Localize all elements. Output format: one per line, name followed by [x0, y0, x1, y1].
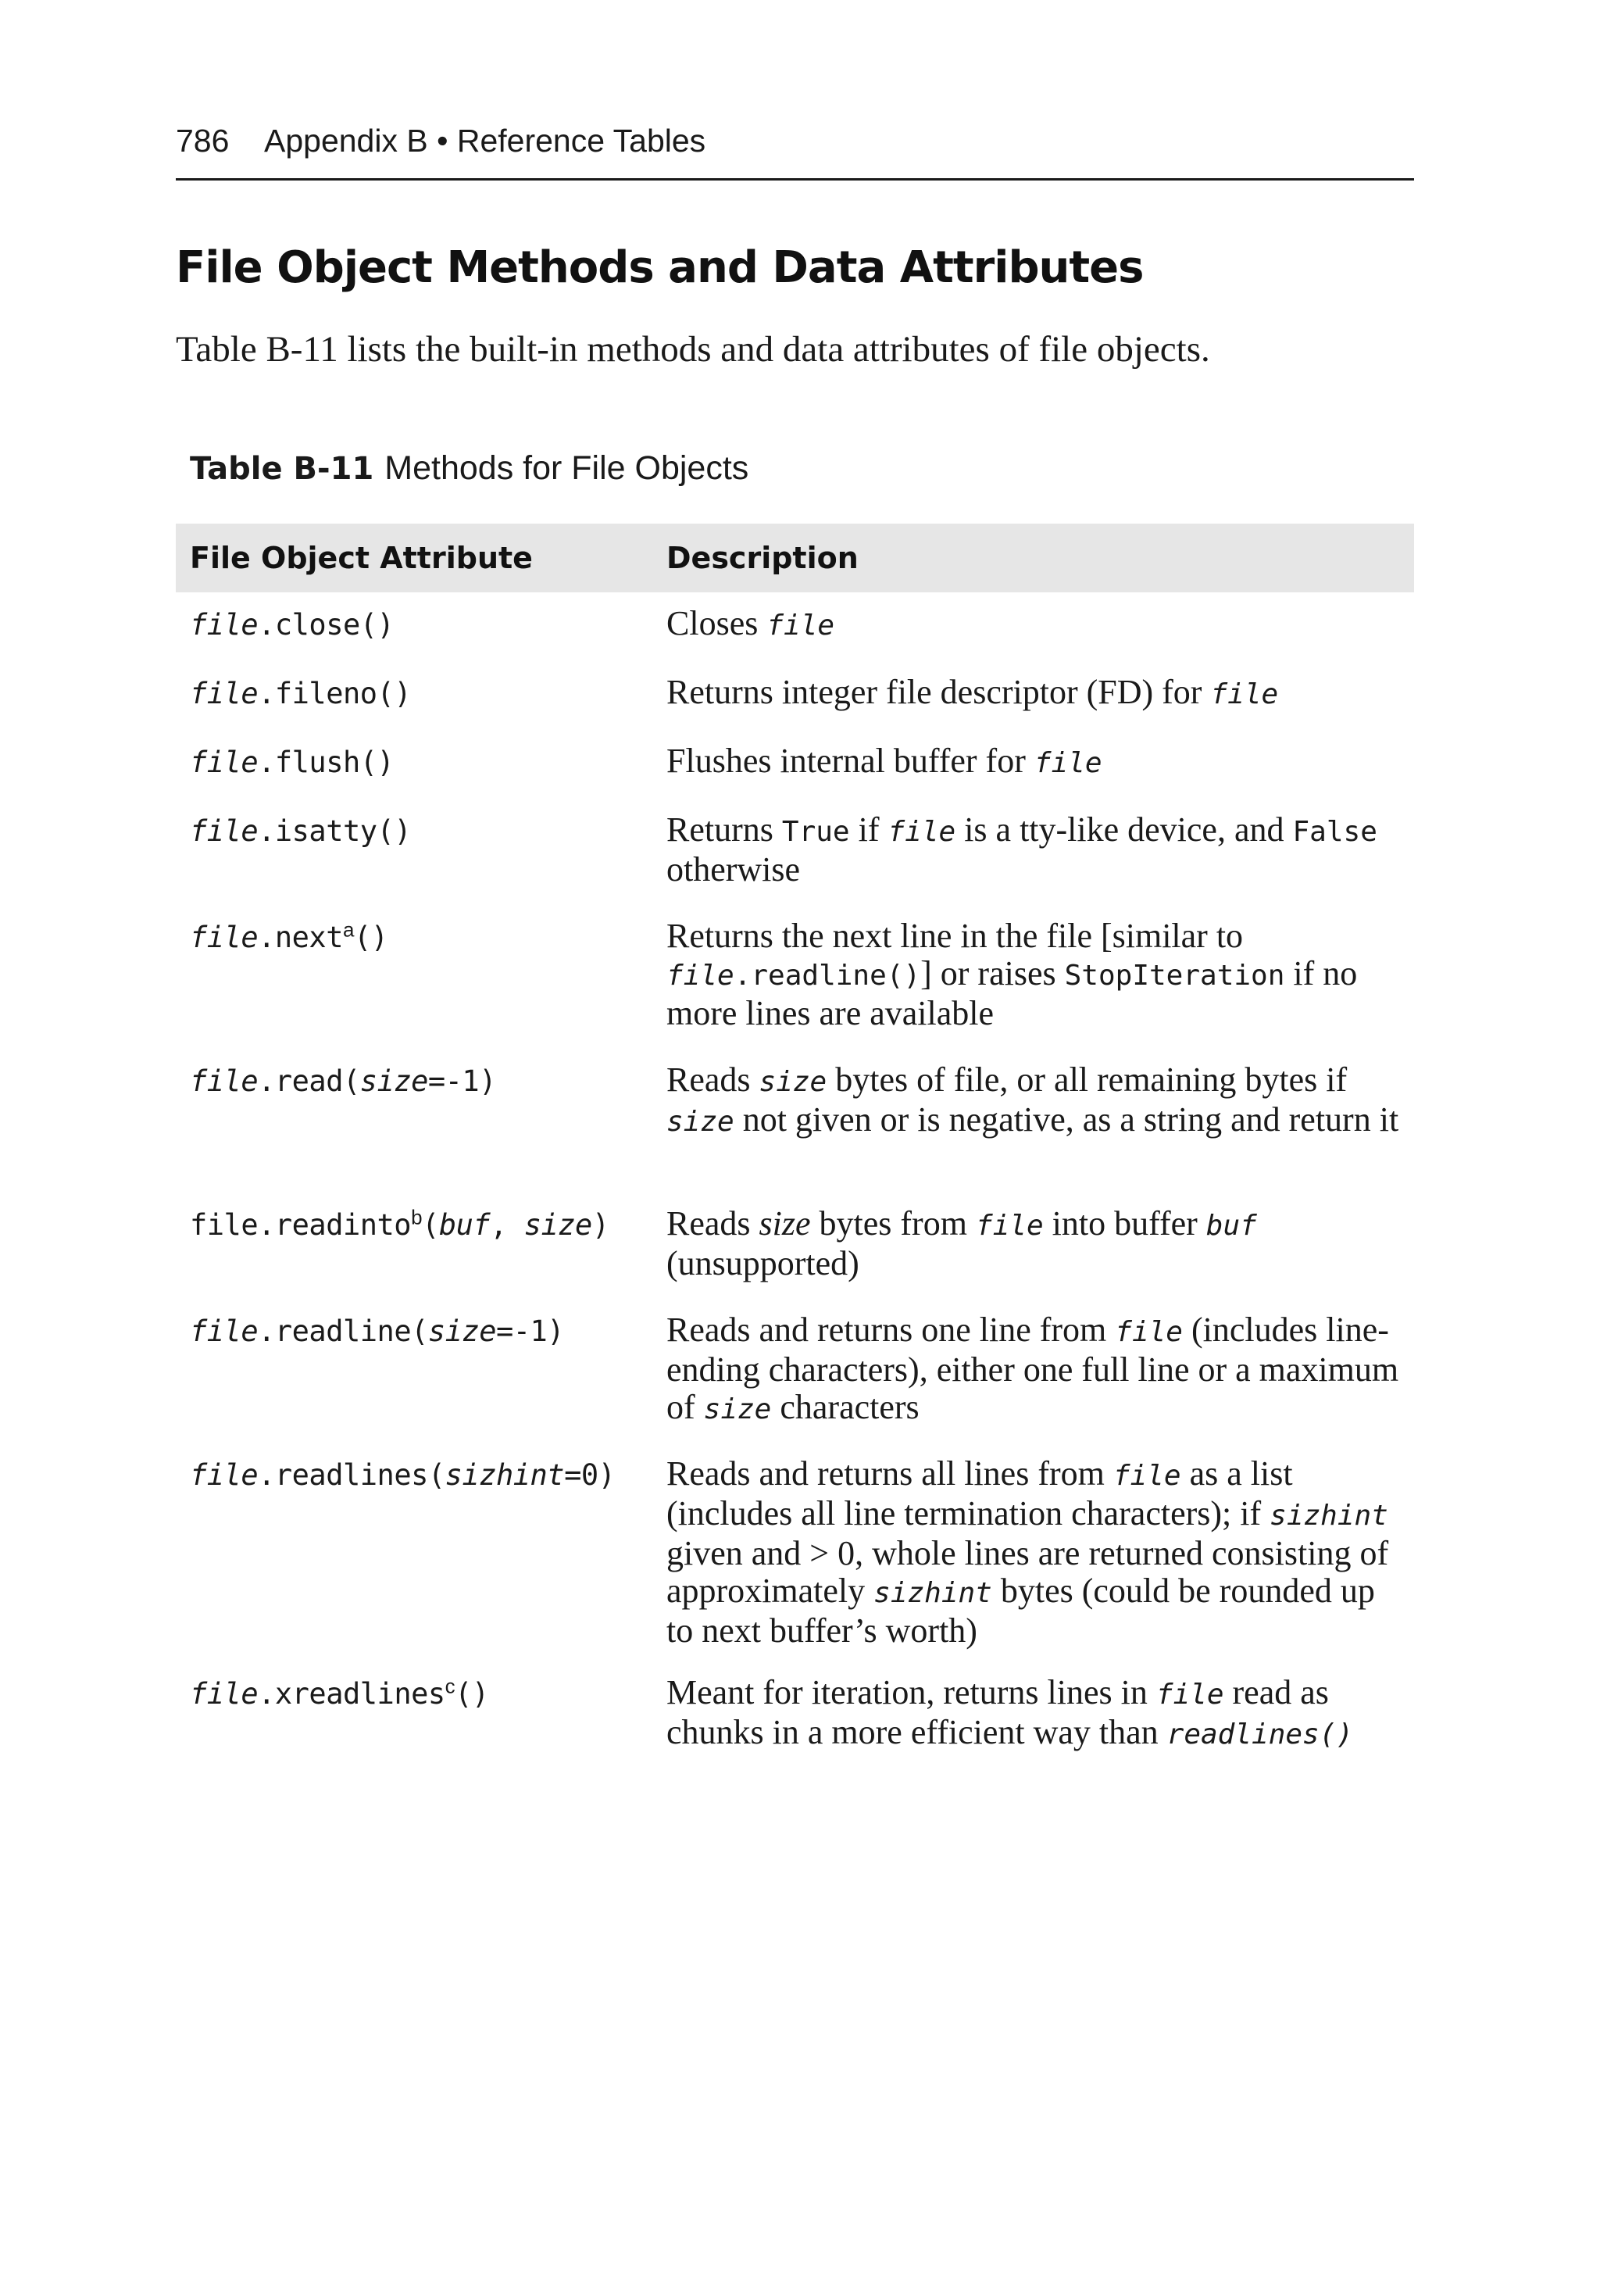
attribute-cell	[176, 799, 652, 905]
file-methods-table	[176, 524, 1414, 1805]
desc-text: Reads and returns one line from	[666, 1311, 1116, 1349]
desc-text: Reads	[666, 1204, 759, 1243]
attr-arg: sizhint	[445, 1458, 565, 1492]
desc-text: not given or is negative, as a string and return it	[734, 1100, 1399, 1139]
desc-code: file	[1115, 1316, 1183, 1348]
desc-text: Meant for iteration, returns lines in	[666, 1673, 1156, 1711]
desc-text: Flushes internal buffer for	[666, 742, 1034, 780]
table-row	[176, 799, 1414, 905]
attribute-cell	[176, 1299, 652, 1443]
attribute-cell	[176, 905, 652, 1049]
attr-method: .isatty()	[258, 814, 412, 848]
attr-method: (	[422, 1208, 439, 1242]
description-cell	[652, 592, 1414, 661]
desc-text: Reads	[666, 1060, 759, 1099]
desc-code: size	[666, 1106, 734, 1138]
description-cell	[652, 1193, 1414, 1299]
desc-text: Returns the next line in the file [similar to	[666, 917, 1244, 955]
section-title: File Object Methods and Data Attributes	[176, 242, 1144, 293]
desc-code: size	[703, 1393, 772, 1425]
desc-code: StopIteration	[1064, 960, 1285, 992]
desc-code: file	[1112, 1460, 1181, 1492]
description-cell	[652, 1299, 1414, 1443]
description-cell	[652, 905, 1414, 1049]
desc-text: Returns	[666, 810, 782, 849]
desc-code: buf	[1205, 1210, 1257, 1242]
desc-text: (unsupported)	[666, 1244, 859, 1282]
attr-args: =0)	[564, 1458, 616, 1492]
table-caption-label: Table B-11	[190, 451, 374, 487]
table-caption	[190, 449, 748, 488]
attribute-cell	[176, 730, 652, 799]
description-cell	[652, 661, 1414, 730]
attr-method: .read(	[258, 1064, 360, 1098]
desc-text: as a list (includes all line termination characters); if	[666, 1454, 1293, 1532]
attr-object: file	[190, 814, 259, 848]
attr-args: =-1)	[495, 1314, 565, 1348]
desc-code: file	[1034, 747, 1102, 779]
attribute-cell	[176, 1443, 652, 1661]
desc-code: readlines()	[1166, 1718, 1354, 1751]
attribute-cell	[176, 1049, 652, 1193]
desc-code: file	[1155, 1679, 1224, 1711]
attr-arg: size	[427, 1314, 496, 1348]
desc-code: sizhint	[873, 1577, 992, 1609]
desc-code: size	[759, 1066, 827, 1098]
intro-paragraph: Table B-11 lists the built-in methods and data attributes of file objects.	[176, 329, 1210, 370]
attribute-cell	[176, 661, 652, 730]
attribute-cell	[176, 1193, 652, 1299]
attr-separator: ,	[490, 1208, 524, 1242]
desc-code: True	[781, 816, 850, 848]
attr-method: .flush()	[258, 746, 395, 779]
attr-object: file	[190, 746, 259, 779]
attr-object: file	[190, 1314, 259, 1348]
table-row	[176, 1299, 1414, 1443]
desc-code: file	[1210, 678, 1279, 710]
description-cell	[652, 799, 1414, 905]
desc-text: Closes	[666, 604, 767, 642]
attr-args: ()	[455, 1677, 489, 1711]
footnote-marker: c	[445, 1674, 455, 1698]
attr-args: ()	[353, 921, 388, 954]
attribute-cell	[176, 592, 652, 661]
desc-code: sizhint	[1270, 1500, 1388, 1532]
table-header-row	[176, 524, 1414, 592]
attr-object: file	[190, 1064, 259, 1098]
desc-code: False	[1292, 816, 1377, 848]
table-row	[176, 730, 1414, 799]
description-cell	[652, 1661, 1414, 1805]
attr-method: .readline(	[258, 1314, 428, 1348]
attr-args: )	[591, 1208, 609, 1242]
desc-text: Returns integer file descriptor (FD) for	[666, 673, 1211, 711]
desc-italic: size	[759, 1204, 811, 1243]
description-cell	[652, 730, 1414, 799]
table-row	[176, 592, 1414, 661]
attr-object: file	[190, 677, 259, 710]
footnote-marker: a	[343, 917, 354, 942]
desc-text: bytes (could be rounded up to next buffer’s worth)	[666, 1572, 1375, 1650]
attr-method: .close()	[258, 608, 395, 642]
table-caption-text: Methods for File Objects	[384, 449, 749, 487]
desc-text: bytes of file, or all remaining bytes if	[827, 1060, 1348, 1099]
description-cell	[652, 1049, 1414, 1193]
desc-text: into buffer	[1043, 1204, 1206, 1243]
page-header	[176, 120, 1414, 181]
running-head: Appendix B • Reference Tables	[264, 123, 706, 159]
table-row	[176, 1661, 1414, 1805]
attr-args: =-1)	[427, 1064, 496, 1098]
desc-text: otherwise	[666, 850, 801, 889]
table-row	[176, 1193, 1414, 1299]
desc-text: if	[849, 810, 888, 849]
attr-method: .next	[258, 921, 343, 954]
attr-object: file.readinto	[190, 1208, 412, 1242]
attr-arg: buf	[438, 1208, 491, 1242]
desc-code: file	[888, 816, 956, 848]
attr-method: .fileno()	[258, 677, 412, 710]
table-row	[176, 1049, 1414, 1193]
desc-code: file	[666, 960, 734, 992]
attr-method: .xreadlines	[258, 1677, 445, 1711]
attribute-cell	[176, 1661, 652, 1805]
desc-text: given and > 0, whole lines are returned consisting of approximately	[666, 1534, 1389, 1610]
attr-object: file	[190, 921, 259, 954]
desc-text: ] or raises	[920, 954, 1065, 992]
attr-method: .readlines(	[258, 1458, 445, 1492]
attr-object: file	[190, 1458, 259, 1492]
desc-text: if no more lines are available	[666, 954, 1358, 1032]
description-cell	[652, 1443, 1414, 1661]
column-header-attribute: File Object Attribute	[190, 541, 533, 575]
desc-text: Reads and returns all lines from	[666, 1454, 1113, 1493]
column-header-description: Description	[666, 541, 859, 575]
footnote-marker: b	[411, 1205, 423, 1229]
desc-code: .readline()	[734, 960, 921, 992]
table-row	[176, 661, 1414, 730]
desc-text: is a tty-like device, and	[955, 810, 1293, 849]
attr-object: file	[190, 1677, 259, 1711]
desc-code: file	[766, 610, 835, 642]
attr-arg: size	[359, 1064, 428, 1098]
table-row	[176, 905, 1414, 1049]
table-row	[176, 1443, 1414, 1661]
desc-text: (includes line-ending characters), either one full line or a maximum of	[666, 1311, 1399, 1426]
desc-text: characters	[771, 1388, 920, 1426]
attr-object: file	[190, 608, 259, 642]
desc-code: file	[975, 1210, 1044, 1242]
desc-text: bytes from	[810, 1204, 976, 1243]
desc-text: read as chunks in a more efficient way than	[666, 1673, 1329, 1751]
attr-arg: size	[523, 1208, 592, 1242]
page-number: 786	[176, 123, 230, 159]
